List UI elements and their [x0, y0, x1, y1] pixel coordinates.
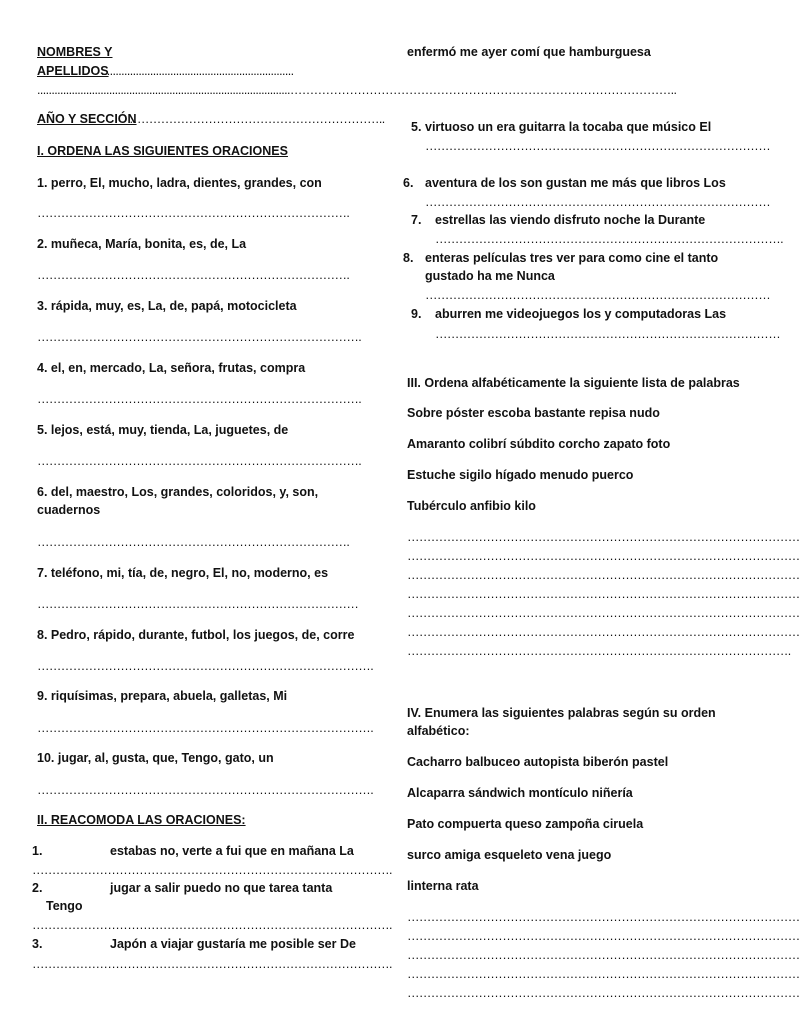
- year-label: AÑO Y SECCIÓN: [37, 112, 137, 126]
- sentence-2: 2. muñeca, María, bonita, es, de, La: [37, 237, 247, 251]
- alpha-answer-line[interactable]: ………………………………………………………………………………………: [407, 549, 800, 563]
- enum-answer-line[interactable]: ………………………………………………………………………………………: [407, 967, 800, 981]
- answer-line-1[interactable]: …………………………………………………………………….: [37, 206, 350, 220]
- enum-word-line-1: Cacharro balbuceo autopista biberón pastel: [407, 755, 669, 769]
- section4-title-cont: alfabético:: [407, 724, 470, 738]
- reorder-answer-7[interactable]: …………………………………………………………………………….: [435, 232, 783, 246]
- reorder-sentence-9: aburren me videojuegos los y computadoras Las: [435, 307, 727, 321]
- answer-line-3[interactable]: ……………………………………………………………………….: [37, 330, 362, 344]
- answer-line-9[interactable]: ………………………………………………………………………….: [37, 721, 374, 735]
- reorder-sentence-6: aventura de los son gustan me más que libros Los: [425, 176, 726, 190]
- reorder-num-6: 6.: [403, 176, 414, 190]
- alpha-answer-line[interactable]: ………………………………………………………………………………………: [407, 606, 800, 620]
- reorder-sentence-8: enteras películas tres ver para como cine el tanto: [425, 251, 719, 265]
- sentence-1: 1. perro, El, mucho, ladra, dientes, grandes, con: [37, 176, 322, 190]
- name-label-line1: NOMBRES Y: [37, 45, 113, 59]
- name-label-line2: APELLIDOS: [37, 64, 109, 78]
- reorder-answer-3[interactable]: ……………………………………………………………………………….: [32, 957, 392, 971]
- section1-title: I. ORDENA LAS SIGUIENTES ORACIONES: [37, 144, 288, 158]
- answer-line-2[interactable]: …………………………………………………………………….: [37, 268, 350, 282]
- section4-title: IV. Enumera las siguientes palabras según su orden: [407, 706, 716, 720]
- sentence-7: 7. teléfono, mi, tía, de, negro, El, no, moderno, es: [37, 566, 329, 580]
- reorder-sentence-7: estrellas las viendo disfruto noche la Durante: [435, 213, 706, 227]
- reorder-num-9: 9.: [411, 307, 422, 321]
- reorder-sentence-1: estabas no, verte a fui que en mañana La: [110, 844, 354, 858]
- answer-line-6[interactable]: …………………………………………………………………….: [37, 535, 350, 549]
- sentence-8: 8. Pedro, rápido, durante, futbol, los juegos, de, corre: [37, 628, 355, 642]
- reorder-num-1: 1.: [32, 844, 43, 858]
- reorder-carry-over: enfermó me ayer comí que hamburguesa: [407, 45, 651, 59]
- enum-answer-line[interactable]: ………………………………………………………………………………………: [407, 929, 800, 943]
- answer-line-5[interactable]: ……………………………………………………………………….: [37, 454, 362, 468]
- reorder-answer-6[interactable]: ……………………………………………………………………………: [425, 195, 771, 209]
- sentence-5: 5. lejos, está, muy, tienda, La, juguetes, de: [37, 423, 289, 437]
- reorder-num-8: 8.: [403, 251, 414, 265]
- reorder-answer-8[interactable]: ……………………………………………………………………………: [425, 288, 771, 302]
- alpha-answer-line[interactable]: ………………………………………………………………………………………: [407, 568, 800, 582]
- answer-line-7[interactable]: ………………………………………………………………………: [37, 597, 359, 611]
- alpha-answer-line[interactable]: …………………………………………………………………………………….: [407, 644, 791, 658]
- reorder-sentence-2: jugar a salir puedo no que tarea tanta: [110, 881, 333, 895]
- sentence-9: 9. riquísimas, prepara, abuela, galletas, Mi: [37, 689, 288, 703]
- word-list-line-2: Amaranto colibrí súbdito corcho zapato foto: [407, 437, 671, 451]
- reorder-sentence-8-cont: gustado ha me Nunca: [425, 269, 555, 283]
- reorder-sentence-5: virtuoso un era guitarra la tocaba que músico El: [425, 120, 712, 134]
- reorder-answer-1[interactable]: ……………………………………………………………………………….: [32, 863, 392, 877]
- alpha-answer-line[interactable]: ………………………………………………………………………………………: [407, 587, 800, 601]
- enum-word-line-5: linterna rata: [407, 879, 479, 893]
- enum-answer-line[interactable]: ………………………………………………………………………………………: [407, 986, 800, 1000]
- answer-line-10[interactable]: ………………………………………………………………………….: [37, 783, 374, 797]
- reorder-answer-5[interactable]: ……………………………………………………………………………: [425, 139, 771, 153]
- reorder-num-3: 3.: [32, 937, 43, 951]
- word-list-line-1: Sobre póster escoba bastante repisa nudo: [407, 406, 660, 420]
- sentence-3: 3. rápida, muy, es, La, de, papá, motocicleta: [37, 299, 297, 313]
- alpha-answer-line[interactable]: ………………………………………………………………………………………: [407, 530, 800, 544]
- section3-title: III. Ordena alfabéticamente la siguiente lista de palabras: [407, 376, 740, 390]
- reorder-sentence-2-cont: Tengo: [46, 899, 83, 913]
- reorder-answer-2[interactable]: ……………………………………………………………………………….: [32, 918, 392, 932]
- enum-answer-line[interactable]: ………………………………………………………………………………………: [407, 948, 800, 962]
- name-fill-line[interactable]: ...................................................................: [101, 64, 294, 78]
- reorder-answer-9[interactable]: ……………………………………………………………………………: [435, 327, 781, 341]
- sentence-6-cont: cuadernos: [37, 503, 101, 517]
- reorder-num-7: 7.: [411, 213, 422, 227]
- enum-answer-line[interactable]: ………………………………………………………………………………………: [407, 910, 800, 924]
- word-list-line-4: Tubérculo anfibio kilo: [407, 499, 536, 513]
- alpha-answer-line[interactable]: ………………………………………………………………………………………: [407, 625, 800, 639]
- reorder-num-5: 5.: [411, 120, 422, 134]
- word-list-line-3: Estuche sigilo hígado menudo puerco: [407, 468, 634, 482]
- enum-word-line-2: Alcaparra sándwich montículo niñería: [407, 786, 633, 800]
- section2-title: II. REACOMODA LAS ORACIONES:: [37, 813, 246, 827]
- sentence-10: 10. jugar, al, gusta, que, Tengo, gato, un: [37, 751, 274, 765]
- answer-line-8[interactable]: ………………………………………………………………………….: [37, 659, 374, 673]
- enum-word-line-4: surco amiga esqueleto vena juego: [407, 848, 612, 862]
- answer-line-4[interactable]: ……………………………………………………………………….: [37, 392, 362, 406]
- sentence-6: 6. del, maestro, Los, grandes, coloridos, y, son,: [37, 485, 319, 499]
- reorder-sentence-3: Japón a viajar gustaría me posible ser De: [110, 937, 356, 951]
- enum-word-line-3: Pato compuerta queso zampoña ciruela: [407, 817, 644, 831]
- year-fill-line[interactable]: ………………………………………………………..: [129, 112, 385, 126]
- name-fill-line-2[interactable]: ........................................................................................……………………………………………………………………………………..: [37, 83, 677, 97]
- reorder-num-2: 2.: [32, 881, 43, 895]
- sentence-4: 4. el, en, mercado, La, señora, frutas, compra: [37, 361, 306, 375]
